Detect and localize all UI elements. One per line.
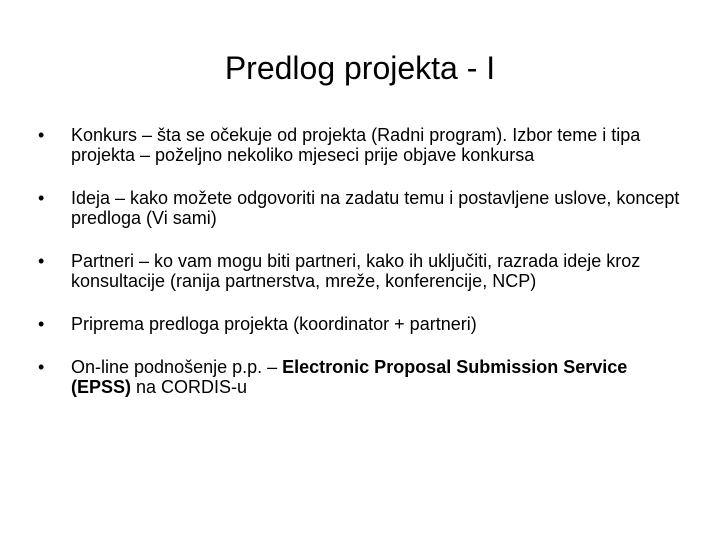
bullet-text: Partneri – ko vam mogu biti partneri, kako ih uključiti, razrada ideje kroz konsultacije (ranija partnerstva, mreže, konferencije, NCP) [71, 251, 641, 291]
bullet-point-icon: • [38, 314, 45, 334]
bullet-item [38, 314, 688, 334]
bullet-text-bold: Electronic Proposal Submission Service (EPSS) [71, 357, 628, 397]
bullet-item [38, 357, 688, 397]
bullet-text-before: On-line podnošenje p.p. – [71, 357, 283, 377]
bullet-text: Ideja – kako možete odgovoriti na zadatu temu i postavljene uslove, koncept predloga (Vi sami) [71, 188, 680, 228]
bullet-point-icon: • [38, 251, 45, 271]
bullet-item [38, 251, 688, 291]
slide-title: Predlog projekta - I [224, 50, 496, 86]
bullet-text [71, 357, 627, 397]
bullet-text-after: na CORDIS-u [131, 377, 248, 397]
bullet-point-icon: • [38, 188, 45, 208]
bullet-point-icon: • [38, 125, 45, 145]
bullet-point-icon: • [38, 357, 45, 377]
bullet-item [38, 125, 688, 165]
bullet-text: Priprema predloga projekta (koordinator + partneri) [71, 314, 477, 334]
bullet-item [38, 188, 688, 228]
bullet-list [38, 125, 688, 420]
bullet-text: Konkurs – šta se očekuje od projekta (Radni program). Izbor teme i tipa projekta – poželjno nekoliko mjeseci prije objave konkursa [71, 125, 641, 165]
